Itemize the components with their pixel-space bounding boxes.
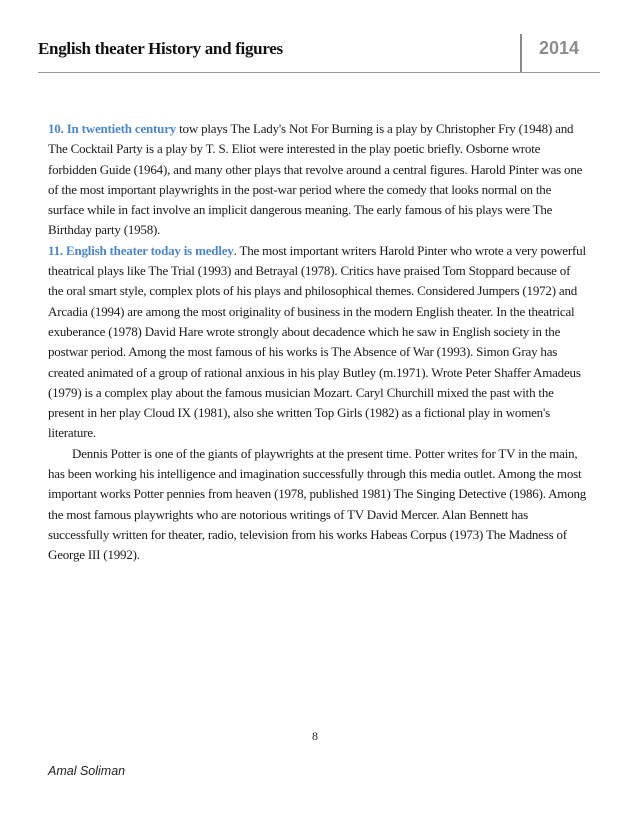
section-11-paragraph (48, 241, 588, 444)
header-year: 2014 (539, 38, 580, 58)
section-10-heading: 10. In twentieth century (48, 121, 177, 136)
section-10-text: tow plays The Lady's Not For Burning is a play by Christopher Fry (1948) and The Cocktail Party is a play by T. S. Eliot were interested in the play poetic briefly. Osborne wrote forbidden Guide (1964), and many other plays that revolve around a central figures. Harold Pinter was one of the most important playwrights in the post-war period where the comedy that looks normal on the surface while in fact involve an implicit dangerous meaning. The early famous of his plays were The Birthday party (1958). (48, 121, 583, 238)
section-11-text: . The most important writers Harold Pinter who wrote a very powerful theatrical plays like The Trial (1993) and Betrayal (1978). Critics have praised Tom Stoppard because of the oral smart style, complex plots of his plays and philosophical themes. Considered Jumpers (1972) and Arcadia (1994) are among the most originality of business in the modern English theater. In the theatrical exuberance (1978) David Hare wrote strongly about decadence which he saw in English society in the postwar period. Among the most famous of his works is The Absence of War (1993). Simon Gray has created animated of a group of rational anxious in his play Butley (m.1971). Wrote Peter Shaffer Amadeus (1979) is a complex play about the famous musician Mozart. Caryl Churchill mixed the past with the present in her play Cloud IX (1981), also she written Top Girls (1982) as a fictional play in women's literature. (48, 242, 586, 441)
header-title: English theater History and figures (38, 39, 283, 58)
header-divider (520, 34, 522, 72)
page-number: 8 (312, 729, 318, 743)
section-10-paragraph (48, 119, 588, 241)
section-11-heading: 11. English theater today is medley (48, 242, 234, 258)
potter-paragraph: Dennis Potter is one of the giants of playwrights at the present time. Potter writes for TV in the main, has been working his intelligence and imagination successfully through this media outlet. Among the most important works Potter pennies from heaven (1978, published 1981) The Singing Detective (1986). Among the most famous playwrights who are notorious writings of TV David Mercer. Alan Bennett has successfully written for theater, radio, television from his works Habeas Corpus (1973) The Madness of George III (1992). (48, 445, 587, 563)
header-rule (38, 72, 600, 73)
body-text (48, 119, 588, 566)
footer-author: Amal Soliman (48, 764, 126, 778)
